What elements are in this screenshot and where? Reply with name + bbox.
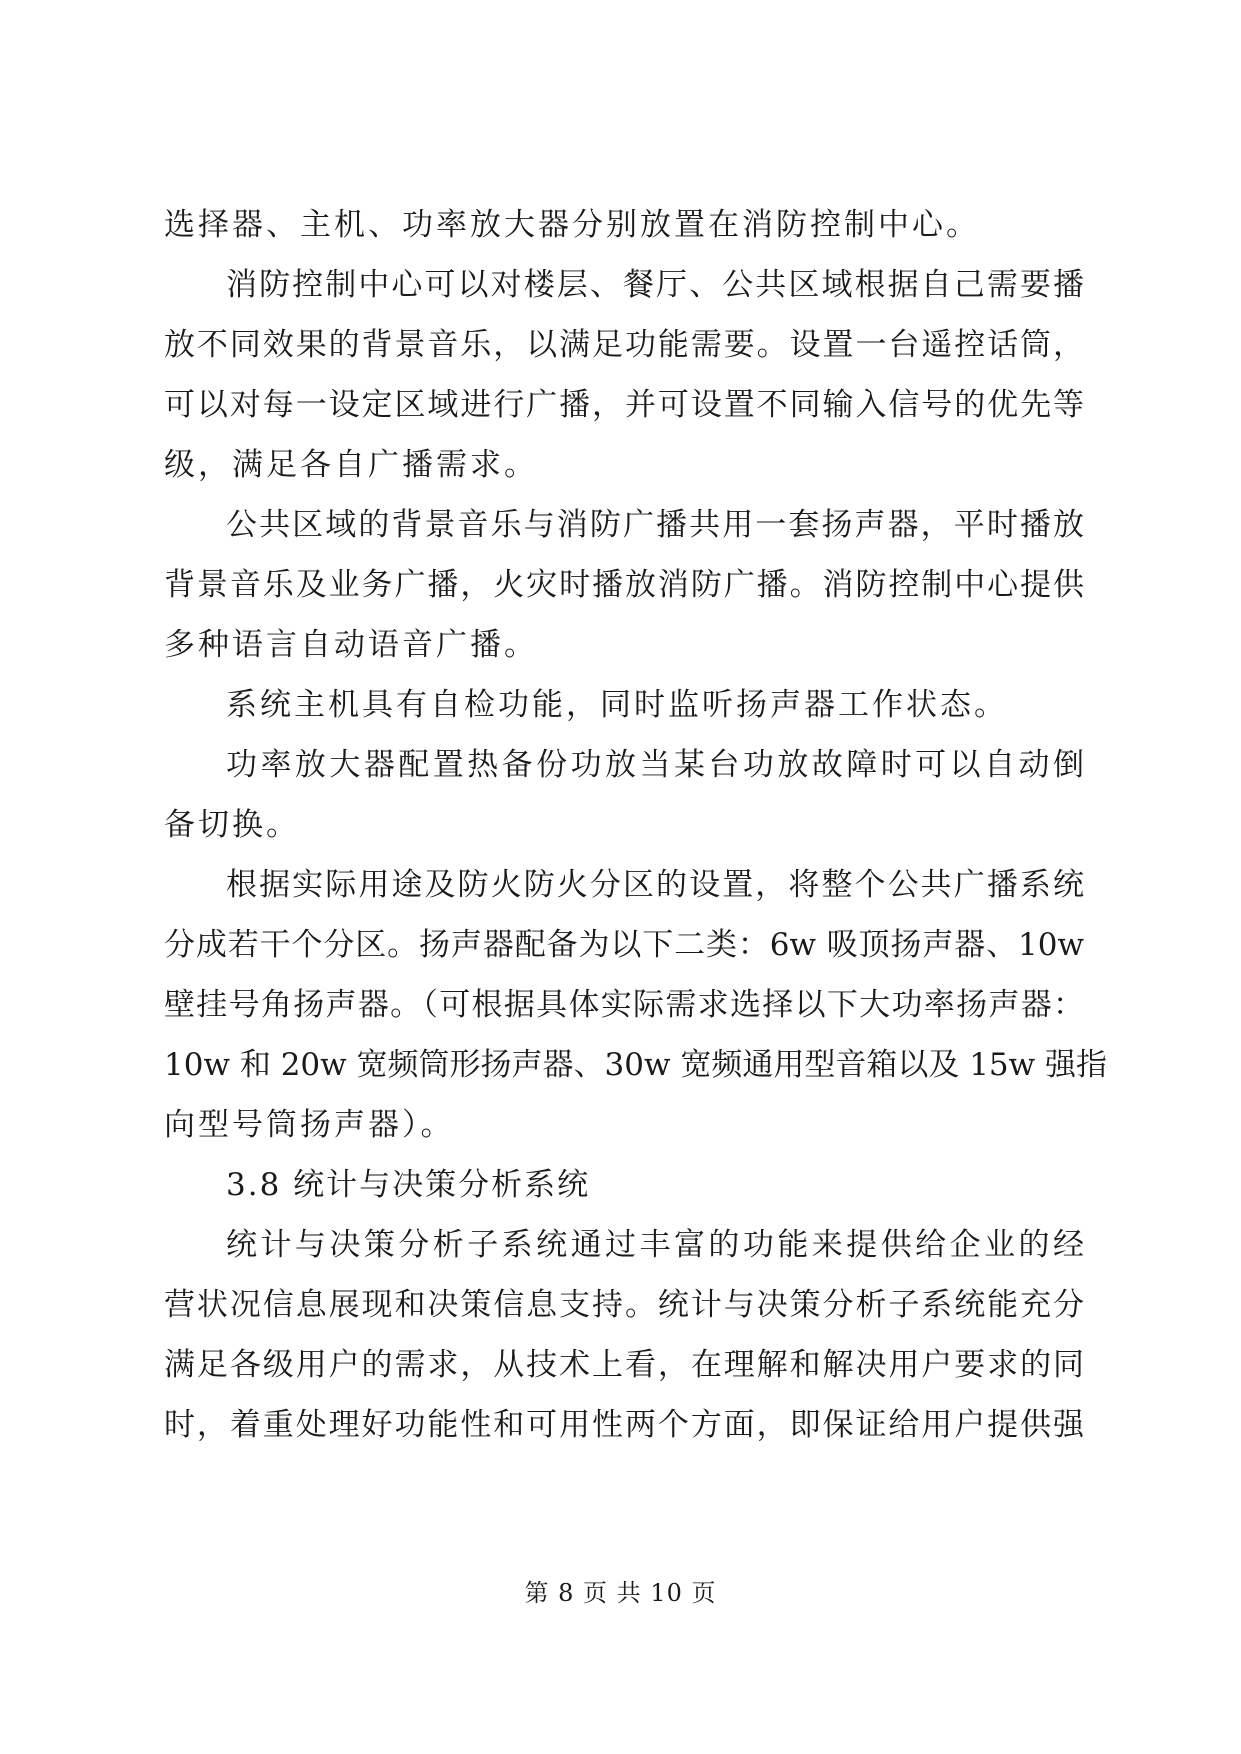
- text-line: 分成若干个分区。扬声器配备为以下二类：6w 吸顶扬声器、10w: [164, 927, 1084, 963]
- text-line: 多种语言自动语音广播。: [164, 627, 538, 663]
- text-line: 可以对每一设定区域进行广播，并可设置不同输入信号的优先等: [164, 387, 1084, 423]
- text-line: 向型号筒扬声器）。: [164, 1107, 455, 1143]
- text-line: 壁挂号角扬声器。（可根据具体实际需求选择以下大功率扬声器：: [164, 987, 1084, 1023]
- text-line: 背景音乐及业务广播，火灾时播放消防广播。消防控制中心提供: [164, 567, 1084, 603]
- section-heading: 3.8 统计与决策分析系统: [226, 1167, 591, 1203]
- text-line: 备切换。: [164, 807, 300, 843]
- page-footer: 第 8 页 共 10 页: [524, 1579, 717, 1607]
- paragraph-first-line: 统计与决策分析子系统通过丰富的功能来提供给企业的经: [226, 1227, 1084, 1263]
- paragraph-first-line: 根据实际用途及防火防火分区的设置，将整个公共广播系统: [226, 867, 1084, 903]
- paragraph-first-line: 功率放大器配置热备份功放当某台功放故障时可以自动倒: [226, 747, 1084, 783]
- text-line: 满足各级用户的需求，从技术上看，在理解和解决用户要求的同: [164, 1347, 1084, 1383]
- text-line: 时，着重处理好功能性和可用性两个方面，即保证给用户提供强: [164, 1407, 1084, 1443]
- text-line: 放不同效果的背景音乐，以满足功能需要。设置一台遥控话筒，: [164, 327, 1084, 363]
- paragraph-first-line: 系统主机具有自检功能，同时监听扬声器工作状态。: [226, 687, 1008, 723]
- text-line: 10w 和 20w 宽频筒形扬声器、30w 宽频通用型音箱以及 15w 强指: [164, 1047, 1108, 1083]
- text-line: 级，满足各自广播需求。: [164, 447, 538, 483]
- paragraph-first-line: 消防控制中心可以对楼层、餐厅、公共区域根据自己需要播: [226, 267, 1084, 303]
- paragraph-first-line: 公共区域的背景音乐与消防广播共用一套扬声器，平时播放: [226, 507, 1084, 543]
- text-line: 选择器、主机、功率放大器分别放置在消防控制中心。: [164, 207, 980, 243]
- text-line: 营状况信息展现和决策信息支持。统计与决策分析子系统能充分: [164, 1287, 1084, 1323]
